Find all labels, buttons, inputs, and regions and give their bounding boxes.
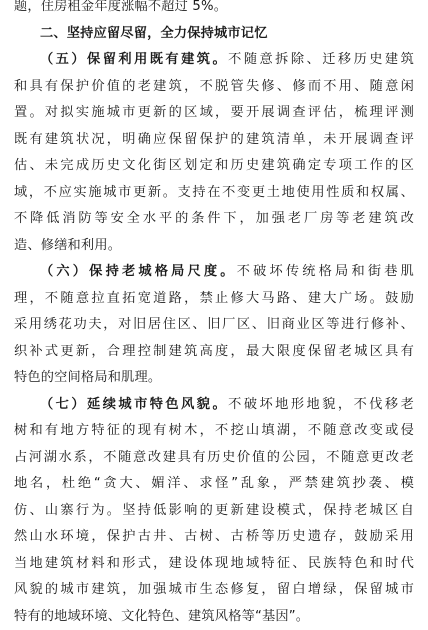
paragraph-5-line-4: 估、未完成历史文化街区划定和历史建筑确定专项工作的区: [14, 153, 414, 180]
paragraph-6-line-0: 不破坏传统格局和街巷肌: [237, 264, 414, 279]
paragraph-5-line-3: 既有建筑状况，明确应保留保护的建筑清单，未开展调查评: [14, 127, 414, 154]
paragraph-5-first-line: [14, 47, 414, 74]
paragraph-7-line-4: 仿、山寨行为。坚持低影响的更新建设模式，保持老城区自: [14, 498, 414, 525]
paragraph-7-line-6: 当地建筑材料和形式，建设体现地域特征、民族特色和时代: [14, 551, 414, 578]
paragraph-5-line-1: 和具有保护价值的老建筑，不脱管失修、修而不用、随意闲: [14, 74, 414, 101]
paragraph-6-line-4: 特色的空间格局和肌理。: [14, 365, 414, 392]
paragraph-6-line-2: 采用绣花功夫，对旧居住区、旧厂区、旧商业区等进行修补、: [14, 312, 414, 339]
paragraph-7-line-8: 特有的地域环境、文化特色、建筑风格等“基因”。: [14, 604, 414, 630]
paragraph-7-line-0: 不破坏地形地貌，不伐移老: [228, 397, 414, 412]
paragraph-6-line-1: 理，不随意拉直拓宽道路，禁止修大马路、建大广场。鼓励: [14, 286, 414, 313]
paragraph-6-line-3: 织补式更新，合理控制建筑高度，最大限度保留老城区具有: [14, 339, 414, 366]
paragraph-6-first-line: [14, 259, 414, 286]
paragraph-6-lead: （六）保持老城格局尺度。: [40, 264, 237, 279]
paragraph-7-line-7: 风貌的城市建筑，加强城市生态修复，留白增绿，保留城市: [14, 577, 414, 604]
paragraph-7-line-3: 地名，杜绝“贪大、媚洋、求怪”乱象，严禁建筑抄袭、模: [14, 471, 414, 498]
paragraph-5-line-7: 造、修缮和利用。: [14, 233, 414, 260]
paragraph-5-line-2: 置。对拟实施城市更新的区域，要开展调查评估，梳理评测: [14, 100, 414, 127]
paragraph-7-lead: （七）延续城市特色风貌。: [40, 397, 228, 412]
paragraph-5-lead: （五）保留利用既有建筑。: [40, 52, 228, 67]
paragraph-5-line-5: 域，不应实施城市更新。支持在不变更土地使用性质和权属、: [14, 180, 414, 207]
paragraph-7-first-line: [14, 392, 414, 419]
paragraph-7-line-5: 然山水环境，保护古井、古树、古桥等历史遗存，鼓励采用: [14, 524, 414, 551]
paragraph-7-line-2: 占河湖水系，不随意改建具有历史价值的公园，不随意更改老: [14, 445, 414, 472]
paragraph-5-line-6: 不降低消防等安全水平的条件下，加强老厂房等老建筑改: [14, 206, 414, 233]
intro-tail-line: 题，住房租金年度涨幅不超过 5%。: [14, 0, 414, 21]
paragraph-7-line-1: 树和有地方特征的现有树木，不挖山填湖，不随意改变或侵: [14, 418, 414, 445]
paragraph-5-line-0: 不随意拆除、迁移历史建筑: [228, 52, 414, 67]
section-heading: 二、坚持应留尽留，全力保持城市记忆: [14, 21, 414, 48]
